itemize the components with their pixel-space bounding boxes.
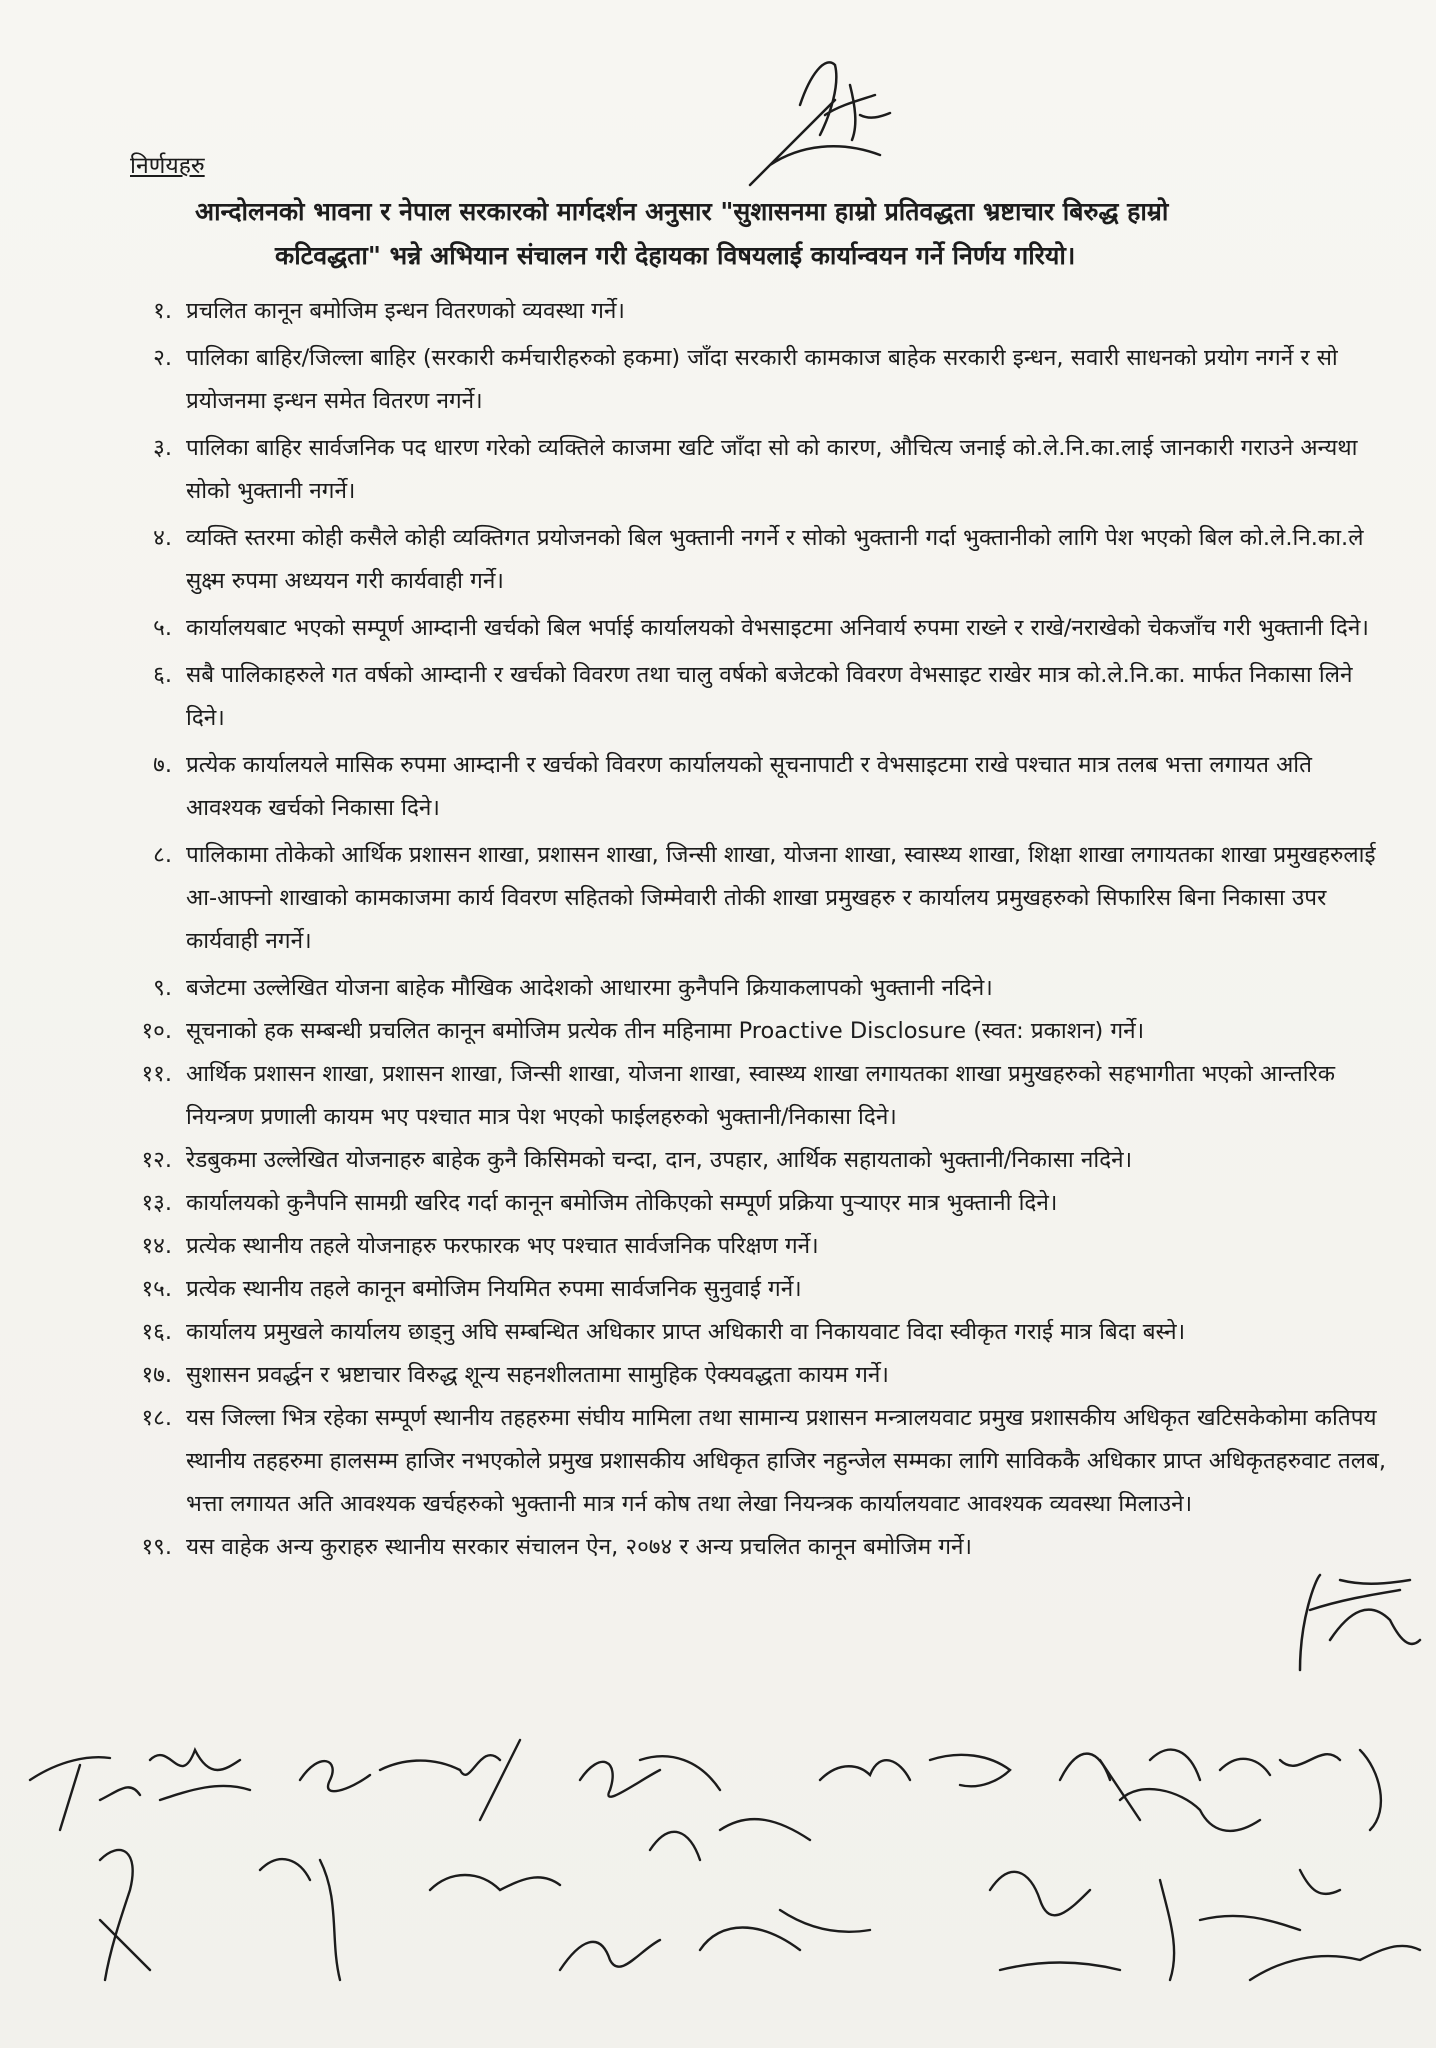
decision-item: २. पालिका बाहिर/जिल्ला बाहिर (सरकारी कर्मचारीहरुको हकमा) जाँदा सरकारी कामकाज बाहेक सरकारी इन्धन, सवारी साधनको प्रयोग नगर्ने र सो प्रयोजनमा इन्धन समेत वितरण नगर्ने। bbox=[153, 345, 1338, 414]
intro-line-1: आन्दोलनको भावना र नेपाल सरकारको मार्गदर्शन अनुसार "सुशासनमा हाम्रो प्रतिवद्धता भ्रष्टाचार बिरुद्ध हाम्रो bbox=[195, 197, 1169, 226]
decision-item: १. प्रचलित कानून बमोजिम इन्धन वितरणको व्यवस्था गर्ने। bbox=[153, 298, 625, 324]
decision-item: १७. सुशासन प्रवर्द्धन र भ्रष्टाचार विरुद्ध शून्य सहनशीलतामा सामुहिक ऐक्यवद्धता कायम गर्ने। bbox=[141, 1362, 889, 1388]
decision-item: १४. प्रत्येक स्थानीय तहले योजनाहरु फरफारक भए पश्चात सार्वजनिक परिक्षण गर्ने। bbox=[141, 1233, 819, 1259]
decision-item: ४. व्यक्ति स्तरमा कोही कसैले कोही व्यक्तिगत प्रयोजनको बिल भुक्तानी नगर्ने र सोको भुक्तानी गर्दा भुक्तानीको लागि पेश भएको बिल को.ले.नि.का.ले सुक्ष्म रुपमा अध्ययन गरी कार्यवाही गर्ने। bbox=[153, 525, 1364, 594]
decision-list bbox=[110, 290, 1390, 1569]
decision-item: १८. यस जिल्ला भित्र रहेका सम्पूर्ण स्थानीय तहहरुमा संघीय मामिला तथा सामान्य प्रशासन मन्त्रालयवाट प्रमुख प्रशासकीय अधिकृत खटिसकेकोमा कतिपय स्थानीय तहहरुमा हालसम्म हाजिर नभएकोले प्रमुख प्रशासकीय अधिकृत हाजिर नहुन्जेल सम्मका लागि साविककै अधिकार प्राप्त अधिकृतहरुवाट तलब, भत्ता लगायत अति आवश्यक खर्चहरुको भुक्तानी मात्र गर्न कोष तथा लेखा नियन्त्रक कार्यालयवाट आवश्यक व्यवस्था मिलाउने। bbox=[141, 1405, 1386, 1517]
right-margin-signature bbox=[1280, 1560, 1430, 1700]
decision-item: ७. प्रत्येक कार्यालयले मासिक रुपमा आम्दानी र खर्चको विवरण कार्यालयको सूचनापाटी र वेभसाइटमा राखे पश्चात मात्र तलब भत्ता लगायत अति आवश्यक खर्चको निकासा दिने। bbox=[153, 752, 1312, 821]
intro-paragraph bbox=[195, 190, 1325, 278]
decision-item: ८. पालिकामा तोकेको आर्थिक प्रशासन शाखा, प्रशासन शाखा, जिन्सी शाखा, योजना शाखा, स्वास्थ्य शाखा, शिक्षा शाखा लगायतका शाखा प्रमुखहरुलाई आ-आफ्नो शाखाको कामकाजमा कार्य विवरण सहितको जिम्मेवारी तोकी शाखा प्रमुखहरु र कार्यालय प्रमुखहरुको सिफारिस बिना निकासा उपर कार्यवाही नगर्ने। bbox=[153, 842, 1376, 954]
decision-item: ९. बजेटमा उल्लेखित योजना बाहेक मौखिक आदेशको आधारमा कुनैपनि क्रियाकलापको भुक्तानी नदिने। bbox=[153, 975, 993, 1001]
decision-item: ११. आर्थिक प्रशासन शाखा, प्रशासन शाखा, जिन्सी शाखा, योजना शाखा, स्वास्थ्य शाखा लगायतका शाखा प्रमुखहरुको सहभागीता भएको आन्तरिक नियन्त्रण प्रणाली कायम भए पश्चात मात्र पेश भएको फाईलहरुको भुक्तानी/निकासा दिने। bbox=[141, 1061, 1336, 1130]
decision-item: १०. सूचनाको हक सम्बन्धी प्रचलित कानून बमोजिम प्रत्येक तीन महिनामा Proactive Disclosure (स्वत: प्रकाशन) गर्ने। bbox=[141, 1018, 1145, 1044]
decision-item: ५. कार्यालयबाट भएको सम्पूर्ण आम्दानी खर्चको बिल भर्पाई कार्यालयको वेभसाइटमा अनिवार्य रुपमा राख्ने र राखे/नराखेको चेकजाँच गरी भुक्तानी दिने। bbox=[153, 615, 1369, 641]
decision-item: १३. कार्यालयको कुनैपनि सामग्री खरिद गर्दा कानून बमोजिम तोकिएको सम्पूर्ण प्रक्रिया पुऱ्याएर मात्र भुक्तानी दिने। bbox=[141, 1190, 1058, 1216]
signatures-area bbox=[0, 1720, 1436, 2048]
decision-item: ३. पालिका बाहिर सार्वजनिक पद धारण गरेको व्यक्तिले काजमा खटि जाँदा सो को कारण, औचित्य जनाई को.ले.नि.का.लाई जानकारी गराउने अन्यथा सोको भुक्तानी नगर्ने। bbox=[153, 435, 1358, 504]
decision-item: १९. यस वाहेक अन्य कुराहरु स्थानीय सरकार संचालन ऐन, २०७४ र अन्य प्रचलित कानून बमोजिम गर्ने। bbox=[141, 1534, 973, 1560]
top-signature bbox=[740, 45, 900, 195]
intro-line-2: कटिवद्धता" भन्ने अभियान संचालन गरी देहायका विषयलाई कार्यान्वयन गर्ने निर्णय गरियो। bbox=[275, 241, 1076, 270]
decision-item: १६. कार्यालय प्रमुखले कार्यालय छाड्नु अघि सम्बन्धित अधिकार प्राप्त अधिकारी वा निकायवाट विदा स्वीकृत गराई मात्र बिदा बस्ने। bbox=[141, 1319, 1186, 1345]
decision-item: १२. रेडबुकमा उल्लेखित योजनाहरु बाहेक कुनै किसिमको चन्दा, दान, उपहार, आर्थिक सहायताको भुक्तानी/निकासा नदिने। bbox=[141, 1147, 1133, 1173]
decisions-heading: निर्णयहरु bbox=[130, 153, 205, 179]
decision-item: १५. प्रत्येक स्थानीय तहले कानून बमोजिम नियमित रुपमा सार्वजनिक सुनुवाई गर्ने। bbox=[141, 1276, 802, 1302]
decision-item: ६. सबै पालिकाहरुले गत वर्षको आम्दानी र खर्चको विवरण तथा चालु वर्षको बजेटको विवरण वेभसाइट राखेर मात्र को.ले.नि.का. मार्फत निकासा लिने दिने। bbox=[153, 662, 1353, 731]
